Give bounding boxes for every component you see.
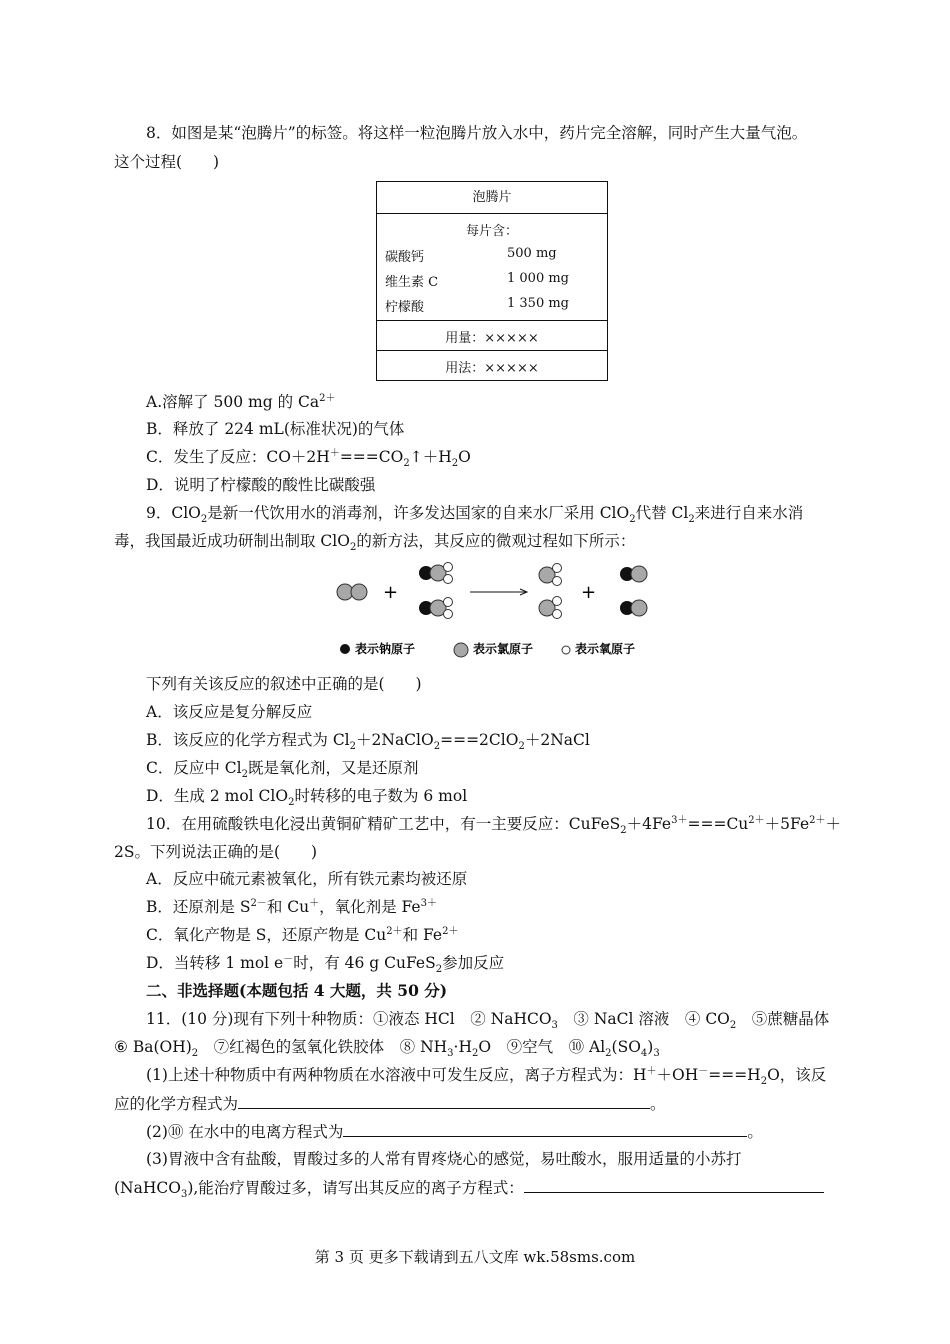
sodium-chloride-molecule [620,566,647,582]
label-divider [377,350,607,351]
label-subtitle: 每片含： [465,224,518,239]
q10-option-c: C．氧化产物是 S，还原产物是 $Cu^{2+}$和 $Fe^{2+}$ [146,925,459,944]
q11-part3-line2: (NaHCO$_3$),能治疗胃酸过多，请写出其反应的离子方程式： [114,1177,824,1198]
answer-blank[interactable] [343,1121,747,1137]
q10-option-d: D．当转移 1 mol e－时，有 46 g CuFeS$_2$参加反应 [146,953,505,976]
q8-stem-line1: 8．如图是某“泡腾片”的标签。将这样一粒泡腾片放入水中，药片完全溶解，同时产生大量气泡。 [146,124,808,142]
oxygen-atom-symbol [562,646,570,654]
q9-stem-line1: 9．ClO$_2$是新一代饮用水的消毒剂，许多发达国家的自来水厂采用 ClO$_2$代替 $Cl_2$来进行自来水消 [146,504,804,526]
q11-part3-line1: (3)胃液中含有盐酸，胃酸过多的人常有胃疼烧心的感觉，易吐酸水，服用适量的小苏打 [146,1150,742,1168]
label-dosage: 用量：××××× [445,331,539,346]
ingredient-name: 柠檬酸 [385,300,425,315]
ingredient-amount: 1 350 mg [507,296,569,311]
reaction-arrow [470,589,527,595]
ingredient-name: 碳酸钙 [385,250,425,265]
legend-sodium: 表示钠原子 [355,642,416,656]
label-usage: 用法：××××× [445,361,539,376]
q9-option-d: D．生成 2 mol ClO$_2$时转移的电子数为 6 mol [146,787,468,809]
q10-stem-line2: 2S。下列说法正确的是( ) [114,843,318,861]
diagram-legend [340,641,635,657]
legend-chlorine: 表示氯原子 [473,642,534,656]
sodium-chloride-molecule [620,600,647,616]
q8-option-c: C．发生了反应：$CO+2H^+===CO_2↑+H_2O$ [146,447,471,470]
answer-blank[interactable] [524,1177,824,1193]
q11-stem-line1: 11．(10 分)现有下列十种物质：①液态 HCl ② NaHCO$_3$ ③ NaCl 溶液 ④ $CO_2$ ⑤蔗糖晶体 [146,1010,830,1032]
q9-question: 下列有关该反应的叙述中正确的是( ) [146,675,422,693]
q9-option-b: B．该反应的化学方程式为 $Cl_2+2NaClO_2===2ClO_2+2NaCl$ [146,731,590,753]
chlorine-dioxide-molecule [539,597,562,619]
sodium-atom-symbol [340,644,350,654]
answer-blank[interactable] [238,1093,650,1109]
sodium-chlorite-molecule [419,563,453,584]
chlorine-molecule [337,584,367,600]
legend-oxygen: 表示氧原子 [575,642,636,656]
chlorine-dioxide-molecule [539,564,562,586]
ingredient-amount: 1 000 mg [507,271,569,286]
label-divider [377,320,607,321]
q11-part1-line2: 应的化学方程式为 。 [114,1095,666,1113]
plus-sign: + [581,582,597,603]
chlorine-atom-symbol [454,643,468,657]
label-title: 泡腾片 [377,182,607,214]
q9-option-c: C．反应中 $Cl_2$既是氧化剂，又是还原剂 [146,759,419,781]
q11-stem-line2: ⑥ $Ba(OH)_2$ ⑦红褐色的氢氧化铁胶体 ⑧ $NH_3\cdot H_2O$ ⑨空气 ⑩ $Al_2(SO_4)_3$ [114,1038,660,1060]
q11-part1-line1: (1)上述十种物质中有两种物质在水溶液中可发生反应，离子方程式为：$H^++OH^-===H_2O$，该反 [146,1065,827,1088]
sodium-chlorite-molecule [419,598,453,619]
q8-option-b: B．释放了 224 mL(标准状况)的气体 [146,420,405,438]
q9-stem-line2: 毒，我国最近成功研制出制取 ClO$_2$的新方法，其反应的微观过程如下所示： [114,532,636,554]
q9-option-a: A．该反应是复分解反应 [146,703,313,721]
effervescent-tablet-label [376,181,608,381]
page-footer: 第 3 页 更多下载请到五八文库 wk.58sms.com [314,1248,636,1266]
q11-part2: (2)⑩ 在水中的电离方程式为 。 [146,1123,763,1141]
q10-stem-line1: 10．在用硫酸铁电化浸出黄铜矿精矿工艺中，有一主要反应：$CuFeS_2+4Fe^{3+}===Cu^{2+}+5Fe^{2+}+$ [146,814,842,837]
q8-option-a: A.溶解了 500 mg 的 $Ca^{2+}$ [146,392,336,411]
q10-option-a: A．反应中硫元素被氧化，所有铁元素均被还原 [146,870,468,888]
q8-option-d: D．说明了柠檬酸的酸性比碳酸强 [146,476,376,494]
reaction-micro-diagram [330,560,660,665]
ingredient-amount: 500 mg [507,246,557,261]
q8-stem-line2: 这个过程( ) [114,153,220,171]
plus-sign: + [383,582,399,603]
section-heading: 二、非选择题(本题包括 4 大题，共 50 分) [146,981,448,1000]
ingredient-name: 维生素 C [385,275,439,290]
q10-option-b: B．还原剂是 $S^{2-}$和 Cu＋，氧化剂是 $Fe^{3+}$ [146,897,437,916]
